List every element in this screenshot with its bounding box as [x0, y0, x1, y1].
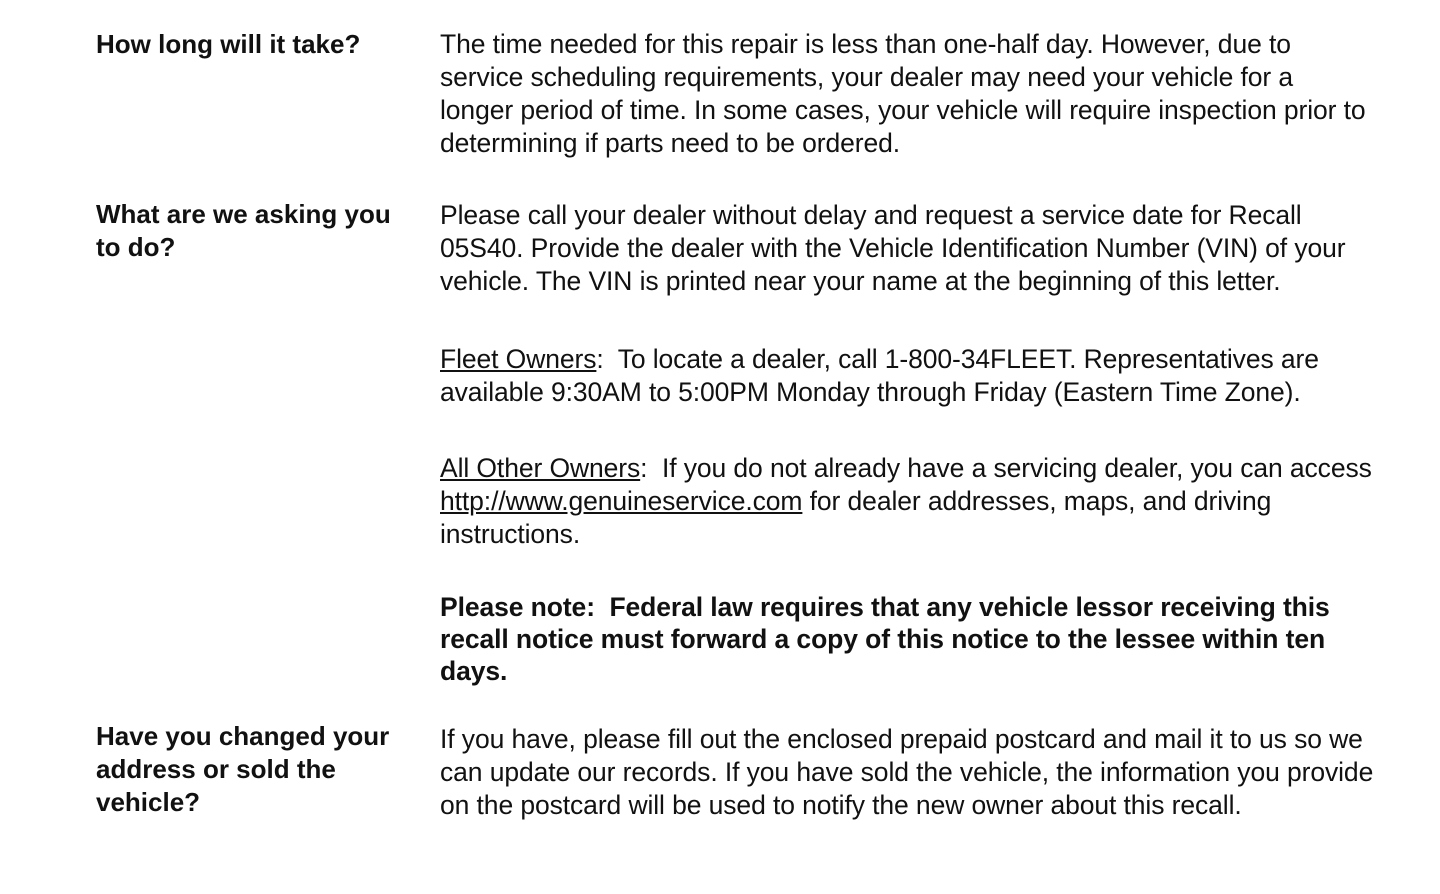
answer-how-long-text: The time needed for this repair is less than one-half day. However, due to service scheduling requirements, your dealer may need your vehicle for a longer period of time. In some cases, your vehicle will require inspection prior to determining if parts need to be ordered.: [440, 29, 1366, 158]
fleet-owners-paragraph: [440, 343, 1380, 409]
fleet-owners-text: To locate a dealer, call 1-800-34FLEET. Representatives are available 9:30AM to 5:00PM Monday through Friday (Eastern Time Zone).: [440, 344, 1319, 407]
answer-changed-address: [440, 723, 1380, 822]
other-owners-text-after: for dealer addresses, maps, and driving instructions.: [440, 486, 1279, 549]
question-how-long: How long will it take?: [96, 29, 361, 59]
please-note-text: Please note: Federal law requires that any vehicle lessor receiving this recall notice must forward a copy of this notice to the lessee within ten days.: [440, 592, 1337, 686]
genuineservice-link[interactable]: http://www.genuineservice.com: [440, 486, 803, 516]
fleet-owners-label: Fleet Owners: [440, 344, 597, 374]
answer-what-asking: [440, 199, 1390, 298]
answer-changed-address-text: If you have, please fill out the enclosed prepaid postcard and mail it to us so we can update our records. If you have sold the vehicle, the information you provide on the postcard will be used to notify the new owner about this recall.: [440, 724, 1374, 820]
question-what-asking: What are we asking you to do?: [96, 199, 391, 262]
answer-what-asking-text: Please call your dealer without delay and request a service date for Recall 05S40. Provide the dealer with the Vehicle Identification Number (VIN) of your vehicle. The VIN is printed near your name at the beginning of this letter.: [440, 200, 1346, 296]
please-note: [440, 591, 1380, 687]
other-owners-text-before: : If you do not already have a servicing dealer, you can access: [640, 453, 1380, 483]
other-owners-label: All Other Owners: [440, 453, 641, 483]
other-owners-paragraph: [440, 452, 1380, 551]
question-changed-address: Have you changed your address or sold the vehicle?: [96, 721, 390, 817]
answer-how-long: [440, 28, 1370, 160]
fleet-owners-sep: :: [596, 344, 618, 374]
